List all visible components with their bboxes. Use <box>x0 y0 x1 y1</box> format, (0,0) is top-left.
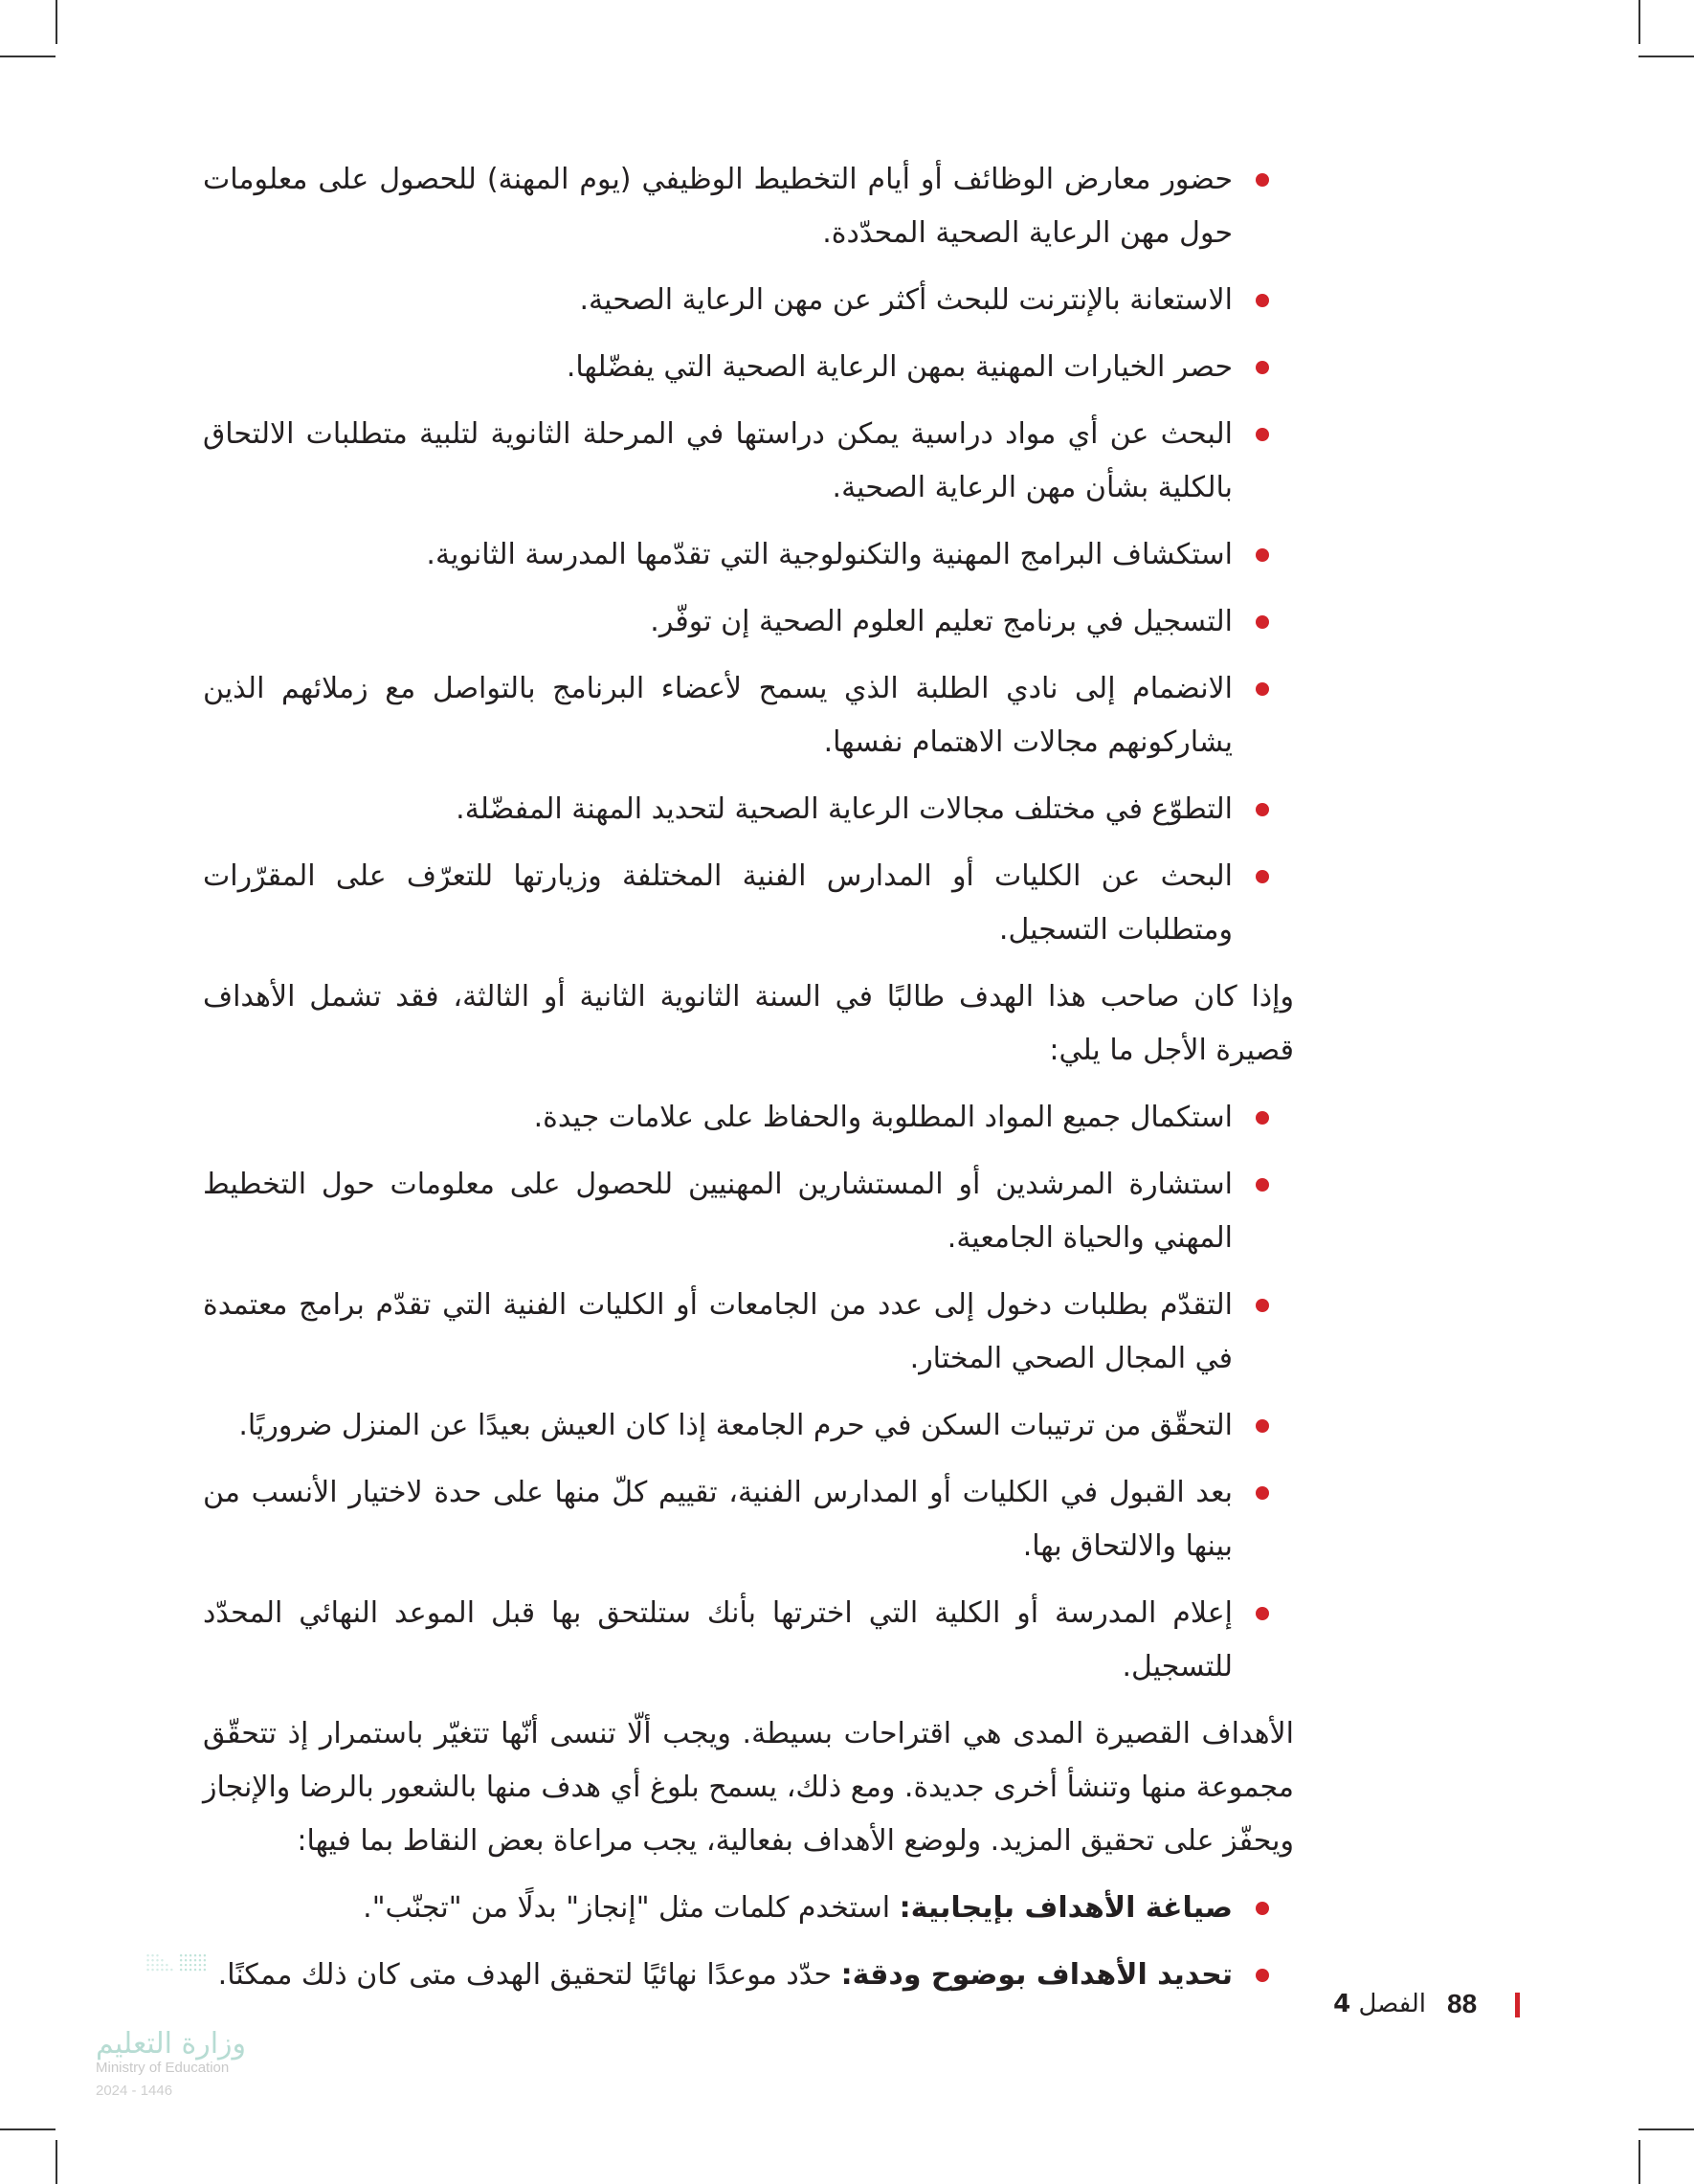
crop-mark <box>0 56 56 57</box>
list-item: استشارة المرشدين أو المستشارين المهنيين للحصول على معلومات حول التخطيط المهني والحياة الجامعية. <box>203 1158 1233 1265</box>
bullet-icon <box>1256 173 1269 187</box>
list-item: حضور معارض الوظائف أو أيام التخطيط الوظيفي (يوم المهنة) للحصول على معلومات حول مهن الرعاية الصحية المحدّدة. <box>203 153 1233 260</box>
footer-accent-bar <box>1515 1993 1520 2017</box>
list-item: التسجيل في برنامج تعليم العلوم الصحية إن توفّر. <box>203 595 1233 649</box>
bullet-list-first <box>203 153 1294 957</box>
tip-term: صياغة الأهداف بإيجابية: <box>899 1891 1233 1925</box>
bullet-icon <box>1256 548 1269 562</box>
list-item: البحث عن أي مواد دراسية يمكن دراستها في المرحلة الثانوية لتلبية متطلبات الالتحاق بالكلية بشأن مهن الرعاية الصحية. <box>203 408 1233 515</box>
bullet-list-tips <box>203 1882 1294 2002</box>
tip-term: تحديد الأهداف بوضوح ودقة: <box>840 1958 1233 1992</box>
list-item: الاستعانة بالإنترنت للبحث أكثر عن مهن الرعاية الصحية. <box>203 274 1233 327</box>
bullet-icon <box>1256 1419 1269 1433</box>
logo-year: 2024 - 1446 <box>96 2083 173 2099</box>
bullet-icon <box>1256 615 1269 629</box>
bullet-icon <box>1256 428 1269 441</box>
chapter-number: 4 <box>1333 1990 1351 2018</box>
bullet-icon <box>1256 1178 1269 1192</box>
bullet-icon <box>1256 1486 1269 1500</box>
bullet-icon <box>1256 1902 1269 1915</box>
list-item: إعلام المدرسة أو الكلية التي اخترتها بأنك ستلتحق بها قبل الموعد النهائي المحدّد للتسجيل. <box>203 1587 1233 1694</box>
list-item: التقدّم بطلبات دخول إلى عدد من الجامعات أو الكليات الفنية التي تقدّم برامج معتمدة في المجال الصحي المختار. <box>203 1279 1233 1386</box>
crop-mark <box>1638 0 1640 44</box>
crop-mark <box>56 0 57 44</box>
crop-mark <box>56 2140 57 2184</box>
chapter-word: الفصل <box>1358 1990 1426 2018</box>
list-item: استكشاف البرامج المهنية والتكنولوجية التي تقدّمها المدرسة الثانوية. <box>203 528 1233 582</box>
paragraph-intro-short-term: وإذا كان صاحب هذا الهدف طالبًا في السنة الثانوية الثانية أو الثالثة، فقد تشمل الأهداف قصيرة الأجل ما يلي: <box>203 980 1294 1067</box>
crop-mark <box>1638 2140 1640 2184</box>
logo-arabic-text: وزارة التعليم <box>96 2027 247 2061</box>
list-item: التحقّق من ترتيبات السكن في حرم الجامعة إذا كان العيش بعيدًا عن المنزل ضروريًا. <box>203 1399 1233 1453</box>
bullet-icon <box>1256 361 1269 374</box>
bullet-icon <box>1256 1111 1269 1125</box>
bullet-icon <box>1256 803 1269 816</box>
list-item <box>203 1882 1233 1935</box>
logo-english-text: Ministry of Education <box>96 2060 230 2076</box>
crop-mark <box>0 2128 56 2130</box>
chapter-label <box>1321 1990 1426 2018</box>
bullet-icon <box>1256 1969 1269 1982</box>
list-item: التطوّع في مختلف مجالات الرعاية الصحية لتحديد المهنة المفضّلة. <box>203 783 1233 836</box>
crop-mark <box>1638 2128 1694 2130</box>
list-item: الانضمام إلى نادي الطلبة الذي يسمح لأعضاء البرنامج بالتواصل مع زملائهم الذين يشاركونهم مجالات الاهتمام نفسها. <box>203 662 1233 769</box>
page-content <box>203 153 1294 2016</box>
bullet-icon <box>1256 682 1269 696</box>
bullet-icon <box>1256 1299 1269 1312</box>
list-item: بعد القبول في الكليات أو المدارس الفنية، تقييم كلّ منها على حدة لاختيار الأنسب من بينها والالتحاق بها. <box>203 1466 1233 1573</box>
bullet-icon <box>1256 870 1269 883</box>
crop-mark <box>1638 56 1694 57</box>
ministry-logo-icon <box>96 1952 268 2019</box>
tip-text: استخدم كلمات مثل "إنجاز" بدلًا من "تجنّب". <box>363 1891 900 1925</box>
list-item: البحث عن الكليات أو المدارس الفنية المختلفة وزيارتها للتعرّف على المقرّرات ومتطلبات التسجيل. <box>203 850 1233 957</box>
paragraph-goals-summary: الأهداف القصيرة المدى هي اقتراحات بسيطة. ويجب ألّا تنسى أنّها تتغيّر باستمرار إذ تتحقّق مجموعة منها وتنشأ أخرى جديدة. ومع ذلك، يسمح بلوغ أي هدف منها بالشعور بالرضا والإنجاز ويحفّز على تحقيق المزيد. ولوضع الأهداف بفعالية، يجب مراعاة بعض النقاط بما فيها: <box>203 1717 1294 1858</box>
list-item <box>203 1949 1233 2002</box>
bullet-icon <box>1256 294 1269 307</box>
tip-text: حدّد موعدًا نهائيًا لتحقيق الهدف متى كان ذلك ممكنًا. <box>217 1958 841 1992</box>
bullet-list-second <box>203 1091 1294 1694</box>
list-item: حصر الخيارات المهنية بمهن الرعاية الصحية التي يفضّلها. <box>203 341 1233 394</box>
page-number: 88 <box>1447 1989 1478 2018</box>
bullet-icon <box>1256 1607 1269 1620</box>
list-item: استكمال جميع المواد المطلوبة والحفاظ على علامات جيدة. <box>203 1091 1233 1145</box>
